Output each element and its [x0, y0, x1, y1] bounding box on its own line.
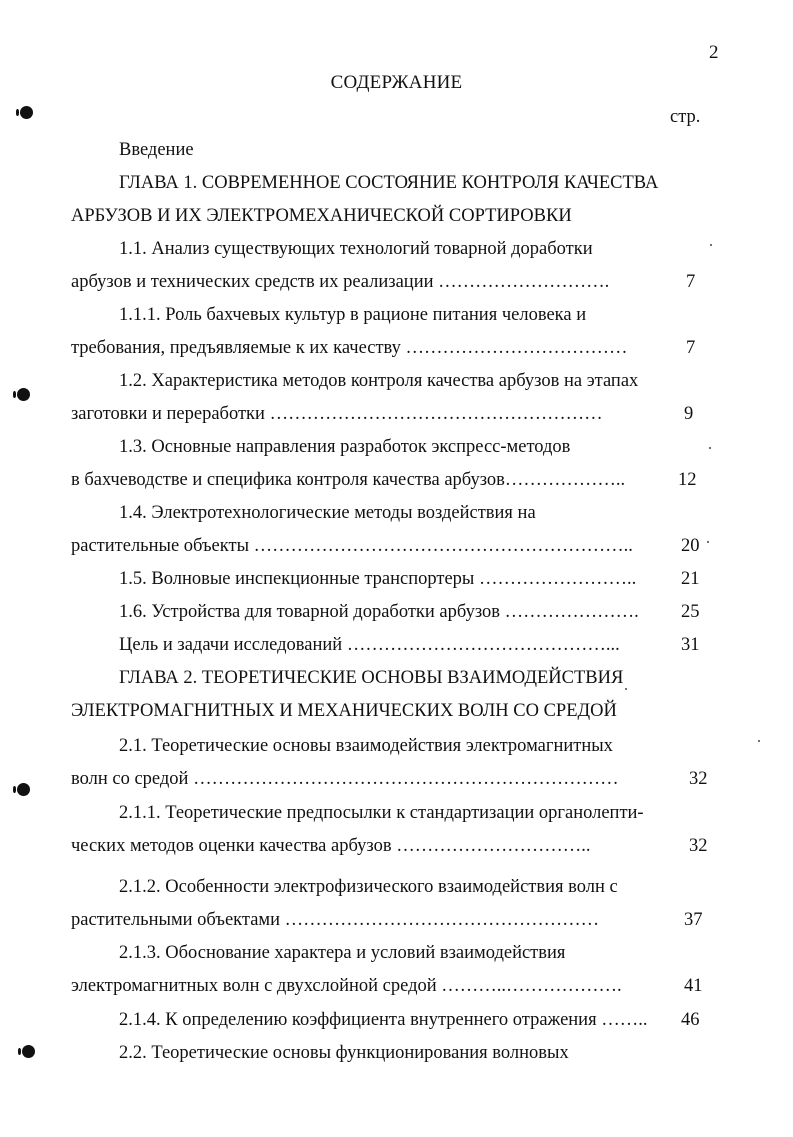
toc-page: 32 — [689, 769, 708, 789]
toc-line: 2.1.4. К определению коэффициента внутреннего отражения …….. — [119, 1010, 648, 1030]
toc-page: 20 — [681, 536, 700, 556]
toc-line: Введение — [119, 140, 194, 160]
page-title: СОДЕРЖАНИЕ — [330, 72, 463, 93]
scan-speck — [625, 688, 627, 690]
toc-line: 2.2. Теоретические основы функционирования волновых — [119, 1043, 569, 1063]
toc-line: 1.5. Волновые инспекционные транспортеры …………………….. — [119, 569, 637, 589]
toc-line: требования, предъявляемые к их качеству ……………………………… — [71, 338, 628, 358]
toc-page: 46 — [681, 1010, 700, 1030]
toc-page: 37 — [684, 910, 703, 930]
toc-line: 2.1.2. Особенности электрофизического взаимодействия волн с — [119, 877, 618, 897]
toc-chapter-heading: ГЛАВА 2. ТЕОРЕТИЧЕСКИЕ ОСНОВЫ ВЗАИМОДЕЙСТВИЯ — [119, 668, 624, 688]
toc-line: электромагнитных волн с двухслойной средой ………..………………. — [71, 976, 622, 996]
toc-line: волн со средой …………………………………………………………… — [71, 769, 619, 789]
toc-line: Цель и задачи исследований ……………………………………... — [119, 635, 620, 655]
toc-page: 7 — [686, 272, 696, 292]
toc-line: 2.1. Теоретические основы взаимодействия электромагнитных — [119, 736, 613, 756]
toc-page: 21 — [681, 569, 700, 589]
toc-chapter-heading: АРБУЗОВ И ИХ ЭЛЕКТРОМЕХАНИЧЕСКОЙ СОРТИРОВКИ — [71, 206, 572, 226]
page-column-label: стр. — [670, 107, 701, 127]
toc-page: 25 — [681, 602, 700, 622]
toc-line: 2.1.3. Обоснование характера и условий взаимодействия — [119, 943, 566, 963]
toc-page: 12 — [678, 470, 697, 490]
toc-chapter-heading: ЭЛЕКТРОМАГНИТНЫХ И МЕХАНИЧЕСКИХ ВОЛН СО СРЕДОЙ — [71, 701, 617, 721]
toc-line: арбузов и технических средств их реализации ………………………. — [71, 272, 610, 292]
toc-line: 1.3. Основные направления разработок экспресс-методов — [119, 437, 571, 457]
binder-hole-icon — [22, 1045, 35, 1058]
scan-speck — [710, 244, 712, 246]
toc-line: 1.6. Устройства для товарной доработки арбузов …………………. — [119, 602, 639, 622]
scan-speck — [709, 447, 711, 449]
binder-hole-icon — [17, 783, 30, 796]
scan-speck — [707, 541, 709, 543]
toc-line: 2.1.1. Теоретические предпосылки к стандартизации органолепти- — [119, 803, 644, 823]
toc-page: 31 — [681, 635, 700, 655]
toc-page: 32 — [689, 836, 708, 856]
toc-page: 7 — [686, 338, 696, 358]
toc-line: в бахчеводстве и специфика контроля качества арбузов……………….. — [71, 470, 626, 490]
toc-page: 41 — [684, 976, 703, 996]
toc-line: 1.4. Электротехнологические методы воздействия на — [119, 503, 536, 523]
scan-speck — [758, 740, 760, 742]
toc-line: 1.2. Характеристика методов контроля качества арбузов на этапах — [119, 371, 639, 391]
page-number: 2 — [709, 42, 719, 63]
binder-hole-icon — [17, 388, 30, 401]
toc-line: заготовки и переработки ……………………………………………… — [71, 404, 603, 424]
toc-line: растительные объекты …………………………………………………….. — [71, 536, 633, 556]
toc-line: растительными объектами …………………………………………… — [71, 910, 600, 930]
toc-line: 1.1. Анализ существующих технологий товарной доработки — [119, 239, 593, 259]
toc-page: 9 — [684, 404, 694, 424]
toc-line: ческих методов оценки качества арбузов ………………………….. — [71, 836, 591, 856]
binder-hole-icon — [20, 106, 33, 119]
toc-chapter-heading: ГЛАВА 1. СОВРЕМЕННОЕ СОСТОЯНИЕ КОНТРОЛЯ КАЧЕСТВА — [119, 173, 659, 193]
toc-line: 1.1.1. Роль бахчевых культур в рационе питания человека и — [119, 305, 587, 325]
